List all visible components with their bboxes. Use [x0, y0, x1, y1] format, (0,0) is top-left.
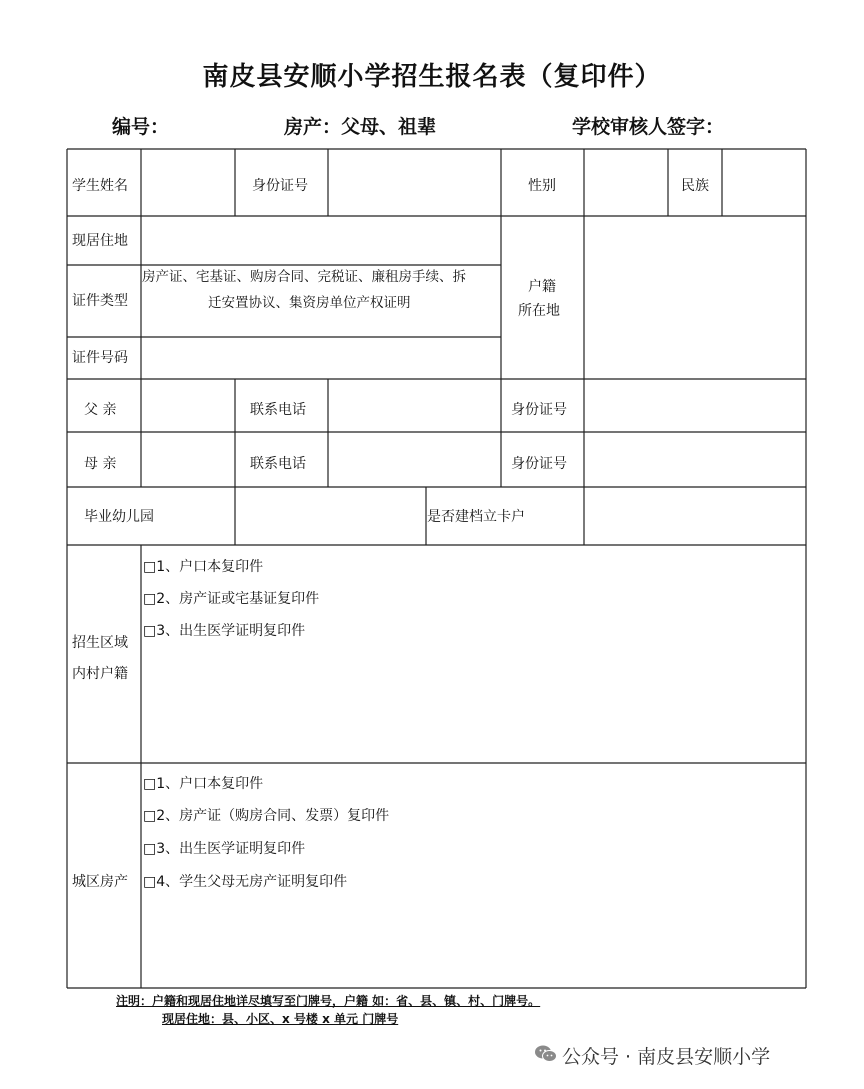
city-property-checkbox-3[interactable]: □3、出生医学证明复印件 [143, 841, 306, 857]
kindergarten-field[interactable] [236, 488, 425, 544]
cert-type-label: 证件类型 [72, 293, 128, 309]
father-name-field[interactable] [142, 380, 234, 431]
poverty-registered-field[interactable] [585, 488, 805, 544]
city-property-label: 城区房产 [72, 874, 128, 890]
note-line-2: 现居住地：县、小区、x 号楼 x 单元 门牌号 [162, 1012, 399, 1026]
form-title: 南皮县安顺小学招生报名表（复印件） [202, 62, 662, 92]
zone-hukou-checkbox-3[interactable]: □3、出生医学证明复印件 [143, 623, 306, 639]
current-address-label: 现居住地 [72, 233, 128, 249]
mother-phone-label: 联系电话 [250, 456, 306, 472]
cert-type-options-line2: 迁安置协议、集资房单位产权证明 [208, 295, 411, 311]
father-phone-field[interactable] [329, 380, 500, 431]
student-name-label: 学生姓名 [72, 178, 128, 194]
father-id-field[interactable] [585, 380, 805, 431]
mother-label: 母 亲 [84, 456, 117, 472]
zone-hukou-label-line1: 招生区域 [72, 635, 128, 651]
cert-number-field[interactable] [142, 338, 500, 378]
current-address-field[interactable] [142, 217, 500, 264]
cert-type-options-line1: 房产证、宅基证、购房合同、完税证、廉租房手续、拆 [142, 269, 466, 285]
hukou-label-line1: 户籍 [528, 279, 556, 295]
hukou-label-line2: 所在地 [518, 303, 560, 319]
father-label: 父 亲 [84, 402, 117, 418]
zone-hukou-label-line2: 内村户籍 [72, 666, 128, 682]
property-label: 房产：父母、祖辈 [284, 116, 437, 138]
student-id-label: 身份证号 [252, 178, 308, 194]
father-id-label: 身份证号 [511, 402, 567, 418]
zone-hukou-checkbox-2[interactable]: □2、房产证或宅基证复印件 [143, 591, 320, 607]
wechat-icon [534, 1044, 558, 1064]
city-property-checkbox-2[interactable]: □2、房产证（购房合同、发票）复印件 [143, 808, 390, 824]
note-line-1: 注明：户籍和现居住地详尽填写至门牌号，户籍 如：省、县、镇、村、门牌号。 [116, 994, 541, 1008]
ethnicity-label: 民族 [681, 178, 709, 194]
student-id-field[interactable] [329, 150, 500, 215]
number-label: 编号： [112, 116, 170, 138]
kindergarten-label: 毕业幼儿园 [84, 509, 154, 525]
student-name-field[interactable] [142, 150, 234, 215]
reviewer-signature-label: 学校审核人签字： [572, 116, 725, 138]
mother-phone-field[interactable] [329, 433, 500, 486]
city-property-checkbox-4[interactable]: □4、学生父母无房产证明复印件 [143, 874, 348, 890]
mother-name-field[interactable] [142, 433, 234, 486]
gender-label: 性别 [528, 178, 556, 194]
city-property-checkbox-1[interactable]: □1、户口本复印件 [143, 776, 264, 792]
cert-number-label: 证件号码 [72, 350, 128, 366]
watermark-text: 公众号 · 南皮县安顺小学 [562, 1046, 771, 1068]
father-phone-label: 联系电话 [250, 402, 306, 418]
poverty-registered-label: 是否建档立卡户 [427, 509, 525, 525]
zone-hukou-checkbox-1[interactable]: □1、户口本复印件 [143, 559, 264, 575]
ethnicity-field[interactable] [723, 150, 805, 215]
mother-id-field[interactable] [585, 433, 805, 486]
mother-id-label: 身份证号 [511, 456, 567, 472]
gender-field[interactable] [585, 150, 667, 215]
hukou-field[interactable] [585, 217, 805, 378]
